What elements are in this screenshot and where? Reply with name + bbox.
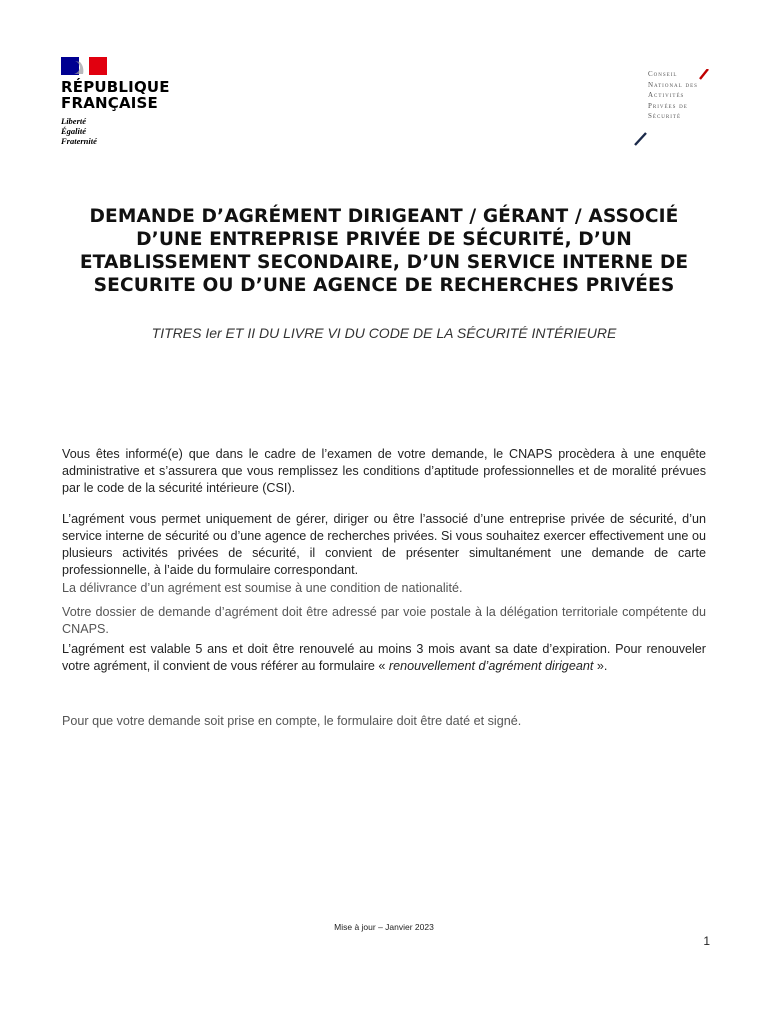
cnaps-line4: Privées de bbox=[648, 101, 688, 110]
page-number: 1 bbox=[703, 934, 710, 948]
title-line3: ETABLISSEMENT SECONDAIRE, D’UN SERVICE INTERNE DE bbox=[79, 252, 689, 273]
paragraph-envoi-dossier: Votre dossier de demande d’agrément doit être adressé par voie postale à la délégation territoriale compétente du CNAPS. bbox=[62, 605, 706, 636]
rf-motto-liberte: Liberté bbox=[61, 116, 87, 126]
paragraph-agrement-scope: L’agrément vous permet uniquement de gérer, diriger ou être l’associé d’une entreprise privée de sécurité, d’un service interne de sécurité ou d’une agence de recherches privées. Si vous souhaitez exercer effectivement une ou plusieurs activités privées de sécurité, il convient de présenter simultanément une demande de carte professionnelle, à l’aide du formulaire correspondant. bbox=[62, 512, 706, 577]
marianne-flag-icon bbox=[61, 57, 107, 75]
title-line2: D’UNE ENTREPRISE PRIVÉE DE SÉCURITÉ, D’UN bbox=[136, 229, 632, 250]
paragraph-enquete: Vous êtes informé(e) que dans le cadre de l’examen de votre demande, le CNAPS procèdera à une enquête administrative et s’assurera que vous remplissez les conditions d’aptitude professionnelles et de moralité prévues par le code de la sécurité intérieure (CSI). bbox=[62, 447, 706, 495]
validite-text-end: ». bbox=[593, 659, 608, 673]
document-title bbox=[60, 205, 708, 297]
cnaps-line1: Conseil bbox=[648, 70, 678, 78]
title-line4: SECURITE OU D’UNE AGENCE DE RECHERCHES PRIVÉES bbox=[93, 275, 675, 296]
footer-update-date: Mise à jour – Janvier 2023 bbox=[334, 922, 434, 932]
paragraph-validite bbox=[62, 641, 706, 675]
rf-motto-egalite: Égalité bbox=[61, 126, 87, 136]
title-line1: DEMANDE D’AGRÉMENT DIRIGEANT / GÉRANT / ASSOCIÉ bbox=[89, 206, 679, 227]
paragraph-signature: Pour que votre demande soit prise en compte, le formulaire doit être daté et signé. bbox=[62, 714, 522, 728]
rf-name-line2: FRANÇAISE bbox=[61, 94, 159, 112]
republique-francaise-logo bbox=[61, 57, 211, 146]
rf-motto bbox=[61, 116, 211, 146]
cnaps-line2: National des bbox=[648, 80, 698, 89]
paragraph-nationalite: La délivrance d’un agrément est soumise à une condition de nationalité. bbox=[62, 581, 463, 595]
validite-form-name: renouvellement d’agrément dirigeant bbox=[388, 659, 594, 673]
cnaps-logo bbox=[630, 69, 720, 149]
document-subtitle: TITRES Ier ET II DU LIVRE VI DU CODE DE LA SÉCURITÉ INTÉRIEURE bbox=[151, 325, 617, 341]
validite-text-start: L’agrément est valable 5 ans et doit être renouvelé au moins 3 mois avant sa date d’expiration. Pour renouveler votre agrément, il convient de vous référer au formulaire « bbox=[62, 642, 706, 673]
rf-name-line1: RÉPUBLIQUE bbox=[61, 78, 170, 96]
cnaps-line5: Sécurité bbox=[648, 112, 682, 121]
rf-motto-fraternite: Fraternité bbox=[61, 136, 97, 146]
cnaps-line3: Activités bbox=[648, 91, 685, 100]
